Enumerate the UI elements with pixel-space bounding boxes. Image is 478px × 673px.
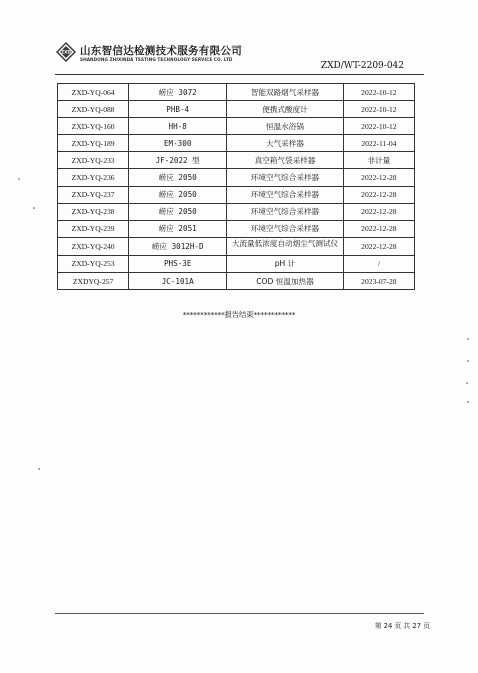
page-number: 第 24 页 共 27 页 bbox=[374, 622, 430, 630]
document-code: ZXD/WT-2209-042 bbox=[320, 61, 404, 71]
table-row bbox=[58, 169, 415, 186]
calibration-date-cell: 2022-12-28 bbox=[343, 220, 414, 237]
header-divider bbox=[55, 74, 424, 75]
table-row bbox=[58, 118, 415, 135]
report-end-marker: ************报告结束************ bbox=[182, 310, 296, 319]
equipment-name-cell: COD 恒温加热器 bbox=[227, 273, 344, 290]
company-name-en: SHANDONG ZHIXINDA TESTING TECHNOLOGY SERVICE CO. LTD bbox=[80, 57, 233, 62]
table-row bbox=[58, 101, 415, 118]
equipment-name-cell: 恒温水浴锅 bbox=[227, 118, 344, 135]
equipment-id-cell: ZXDYQ-257 bbox=[58, 273, 129, 290]
equipment-table bbox=[57, 83, 415, 290]
equipment-id-cell: ZXD-YQ-238 bbox=[58, 203, 129, 220]
calibration-date-cell: 2022-12-28 bbox=[343, 203, 414, 220]
equipment-model-cell: PHB-4 bbox=[129, 101, 227, 118]
table-row bbox=[58, 84, 415, 101]
scan-speck bbox=[467, 338, 469, 340]
equipment-id-cell: ZXD-YQ-237 bbox=[58, 186, 129, 203]
equipment-name-cell: 真空箱气袋采样器 bbox=[227, 152, 344, 169]
equipment-id-cell: ZXD-YQ-233 bbox=[58, 152, 129, 169]
calibration-date-cell: 2022-12-28 bbox=[343, 237, 414, 255]
table-row bbox=[58, 203, 415, 220]
equipment-name-cell: 环境空气综合采样器 bbox=[227, 203, 344, 220]
equipment-id-cell: ZXD-YQ-088 bbox=[58, 101, 129, 118]
calibration-date-cell: 非计量 bbox=[343, 152, 414, 169]
equipment-id-cell: ZXD-YQ-189 bbox=[58, 135, 129, 152]
table-row bbox=[58, 186, 415, 203]
table-row bbox=[58, 237, 415, 255]
scan-speck bbox=[466, 382, 468, 384]
table-row bbox=[58, 273, 415, 290]
scan-speck bbox=[18, 178, 20, 180]
equipment-model-cell: 崂应 2050 bbox=[129, 203, 227, 220]
equipment-name-cell: 环境空气综合采样器 bbox=[227, 186, 344, 203]
scan-speck bbox=[33, 207, 35, 209]
company-name-cn: 山东智信达检测技术服务有限公司 bbox=[80, 45, 242, 57]
equipment-model-cell: JF-2022 型 bbox=[129, 152, 227, 169]
table-row bbox=[58, 255, 415, 272]
table-row bbox=[58, 135, 415, 152]
equipment-model-cell: JC-101A bbox=[129, 273, 227, 290]
equipment-name-cell: 便携式酸度计 bbox=[227, 101, 344, 118]
equipment-id-cell: ZXD-YQ-240 bbox=[58, 237, 129, 255]
equipment-name-cell: pH 计 bbox=[227, 255, 344, 272]
equipment-name-cell: 大气采样器 bbox=[227, 135, 344, 152]
calibration-date-cell: 2022-12-28 bbox=[343, 186, 414, 203]
calibration-date-cell: 2023-07-28 bbox=[343, 273, 414, 290]
equipment-name-cell: 环境空气综合采样器 bbox=[227, 169, 344, 186]
equipment-model-cell: 崂应 3072 bbox=[129, 84, 227, 101]
calibration-date-cell: 2022-10-12 bbox=[343, 101, 414, 118]
equipment-name-cell: 大流量低浓度自动烟尘气测试仪 bbox=[227, 237, 344, 255]
calibration-date-cell: 2022-11-04 bbox=[343, 135, 414, 152]
scan-speck bbox=[467, 401, 469, 403]
equipment-id-cell: ZXD-YQ-253 bbox=[58, 255, 129, 272]
equipment-model-cell: 崂应 2051 bbox=[129, 220, 227, 237]
footer-divider bbox=[55, 613, 424, 614]
equipment-model-cell: 崂应 2050 bbox=[129, 186, 227, 203]
equipment-id-cell: ZXD-YQ-236 bbox=[58, 169, 129, 186]
scan-speck bbox=[38, 468, 40, 470]
equipment-name-cell: 智能双路烟气采样器 bbox=[227, 84, 344, 101]
company-logo-icon bbox=[56, 42, 76, 62]
calibration-date-cell: 2022-12-28 bbox=[343, 169, 414, 186]
equipment-name-cell: 环境空气综合采样器 bbox=[227, 220, 344, 237]
calibration-date-cell: / bbox=[343, 255, 414, 272]
table-row bbox=[58, 220, 415, 237]
equipment-id-cell: ZXD-YQ-064 bbox=[58, 84, 129, 101]
equipment-model-cell: 崂应 3012H-D bbox=[129, 237, 227, 255]
logo-text: ZXD bbox=[61, 49, 71, 55]
calibration-date-cell: 2022-10-12 bbox=[343, 84, 414, 101]
equipment-id-cell: ZXD-YQ-239 bbox=[58, 220, 129, 237]
equipment-id-cell: ZXD-YQ-160 bbox=[58, 118, 129, 135]
equipment-model-cell: PHS-3E bbox=[129, 255, 227, 272]
table-row bbox=[58, 152, 415, 169]
equipment-model-cell: EM-300 bbox=[129, 135, 227, 152]
scan-speck bbox=[467, 360, 469, 362]
equipment-model-cell: HH-8 bbox=[129, 118, 227, 135]
calibration-date-cell: 2022-10-12 bbox=[343, 118, 414, 135]
equipment-model-cell: 崂应 2050 bbox=[129, 169, 227, 186]
